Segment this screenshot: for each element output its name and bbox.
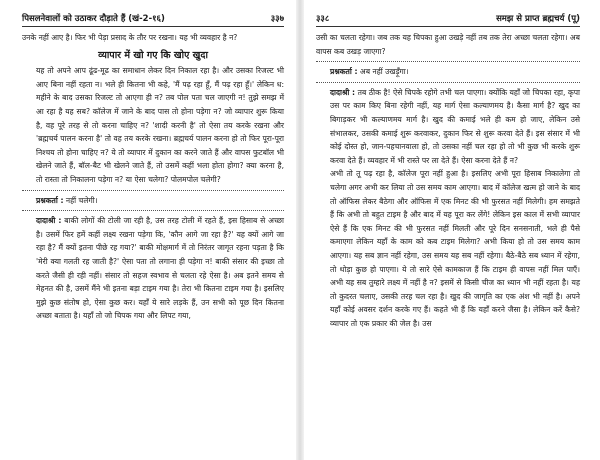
question-text: नहीं चलेगी। [65,195,98,205]
answer-block [22,214,284,323]
right-page-body [316,31,580,330]
left-page [0,0,292,460]
answer-text: बाकी लोगों की टोली जा रही है, उस तरह टोली में रहते हैं, इस हिसाब से अच्छा है। उसमें फिर हमें कहीं लक्ष्य रखना पड़ेगा कि, 'कौन आगे जा रहा है?' यह क्यों आगे जा रहा है? मैं क्यों इतना पीछे रह गया?' बाकी मोक्षमार्ग में तो निरंतर जागृत रहना पड़ता है कि 'मेरी क्या गलती रह जाती है?' ऐसा पता तो लगाना ही पड़ेगा न! बाकी संसार की इच्छा तो करते जैसी ही रही नहीं। संसार तो सहज स्वभाव से चलता रहे ऐसा है। अब इतने समय से मेहनत की है, उसमें मैंने भी इतना बड़ा टाइम गया है। तेरा भी कितना टाइम गया है। इसलिए मुझे कुछ संतोष हो, ऐसा कुछ कर। यहाँ ये सारे लड़के हैं, उन सभी को पूछ दिन कितना अच्छा बताता है। यहाँ तो जो चिपक गया और लिपट गया, [36,216,284,321]
paragraph: उनके नहीं आए है। फिर भी पेड़ा प्रसाद के तौर पर रखना। यह भी व्यवहार है न? [22,33,238,42]
book-gutter [296,0,304,460]
answer-block [316,86,580,168]
right-header-title: समझ से प्राप्त ब्रह्मचर्य (पू) [496,14,580,24]
right-page [308,0,600,460]
divider [316,61,580,62]
speaker-label: प्रश्नकर्ता : [36,195,64,205]
paragraph: यह तो अपने आप ढूंढ-मूढ का समाधान लेकर दिन निकाल रहा है। और उसका रिजल्ट भी आए बिना नहीं रहता न। भले ही कितना भी कहे, 'मैं पढ़ रहा हूँ, मैं पढ़ रहा हूँ।' लेकिन ध: महीने के बाद उसका रिजल्ट तो आएगा ही न? तब पोल पता चल जाएगी न! तुझे समझ में आ रहा है यह सब? कॉलेज में जाने के बाद पास तो होना पड़ेगा न? जो व्यापार शुरू किया है, वह पूरे तरह से तो करना चाहिए न? 'शादी करनी है' तो ऐसा तय करके रखना और 'ब्रह्मचर्य पालन करना है' तो वह तय करके रखना। ब्रह्मचर्य पालन करना हो तो फिर पूरा-पूरा निश्चय तो होना चाहिए न? ये तो व्यापार में दुकान का करने जाते हैं और वापस फुटबॉल भी खेलने जाते हैं, बॉल-बैट भी खेलने जाते हैं, तो उसमें कहीं भला होता होगा? क्या करना है, तो रास्ता तो निकालना पड़ेगा न? या ऐसा चलेगा? पोलमपोल चलेगी? [36,66,284,184]
divider [316,82,580,83]
speaker-label: प्रश्नकर्ता : [330,67,358,77]
divider [22,190,284,191]
divider [22,210,284,211]
left-page-number: ३३७ [270,14,284,24]
left-page-body [22,31,284,323]
question-text: अब नहीं उखड़ूँगा। [359,67,409,77]
question-block [22,194,284,208]
speaker-label: दादाश्री : [330,87,356,97]
left-page-header [22,8,284,27]
right-page-number: ३३८ [316,14,330,24]
section-heading: व्यापार में खो गए कि खोए खुदा [98,49,208,61]
answer-text: तब ठीक है! ऐसे चिपके रहोगे तभी चल पाएगा। क्योंकि यहाँ जो चिपका रहा, कृपा उस पर काम किए बिना रहेगी नहीं, यह मार्ग ऐसा कल्याणमय है। कैसा मार्ग है? खुद का बिगाड़कर भी कल्याणमय मार्ग है। खुद की कमाई भले ही कम हो जाए, लेकिन उसे संभालकर, उसकी कमाई शुरू करवाकर, दुकान फिर से शुरू करवा देते हैं। इस संसार में भी कोई दोस्त हो, जान-पहचानवाला हो, तो उसका नहीं चल रहा हो तो भी कुछ भी करके शुरू करवा देते हैं। व्यवहार में भी रास्ते पर ला देते हैं। ऐसा करना देते हैं न? [330,87,580,165]
paragraph: उसी का चलता रहेगा। जब तक यह चिपका हुआ उखड़े नहीं तब तक तेरा अच्छा चलता रहेगा। अब वापस कब उखड़ जाएगा? [316,33,580,56]
paragraph: अभी तो तू पढ़ रहा है, कॉलेज पूरा नहीं हुआ है। इसलिए अभी पूरा हिसाब निकालेगा तो चलेगा अगर अभी कर लिया तो उस समय काम आएगा। बाद में कॉलेज खत्म हो जाने के बाद तो ऑफिस लेकर बैठेगा और ऑफिस में एक मिनट की भी फुरसत नहीं मिलेगी। हम समझते हैं कि अभी तो बहुत टाइम है और बाद में यह पूरा कर लेंगे! लेकिन इस काल में सभी व्यापार ऐसे हैं कि एक मिनट की भी फुरसत नहीं मिलती और पूरे दिन सनसनाती, भले ही पैसे कमाएगा लेकिन यहाँ के काम को कब टाइम मिलेगा? अभी किया हो तो उस समय काम आएगा। यह सब ज्ञान नहीं रहेगा, उस समय यह सब नहीं रहेगा। बैठे-बैठे सब ध्यान में रहेगा, तो थोड़ा कुछ हो पाएगा। ये तो सारे ऐसे कामकाज हैं कि टाइम ही वापस नहीं मिल पाएँ। अभी यह सब तुम्हारे लक्ष्य में नहीं है न? इसमें से किसी चीज का ध्यान भी नहीं रहता है। यह तो कुदरत चलाए, उसकी तरह चल रहा है। खुद की जागृति का एक अंश भी नहीं है। अपने यहाँ कोई अवसर दर्शन करके गए हैं। कहते भी हैं कि यहाँ करने जैसा है। लेकिन करें कैसे? व्यापार तो एक प्रकार की जेल है। उस [330,169,580,328]
speaker-label: दादाश्री : [36,216,62,226]
left-header-title: पिसलनेवालों को उठाकर दौड़ाते हैं (खं-2-१६) [22,14,165,24]
right-page-header [316,8,580,27]
question-block [316,65,580,79]
